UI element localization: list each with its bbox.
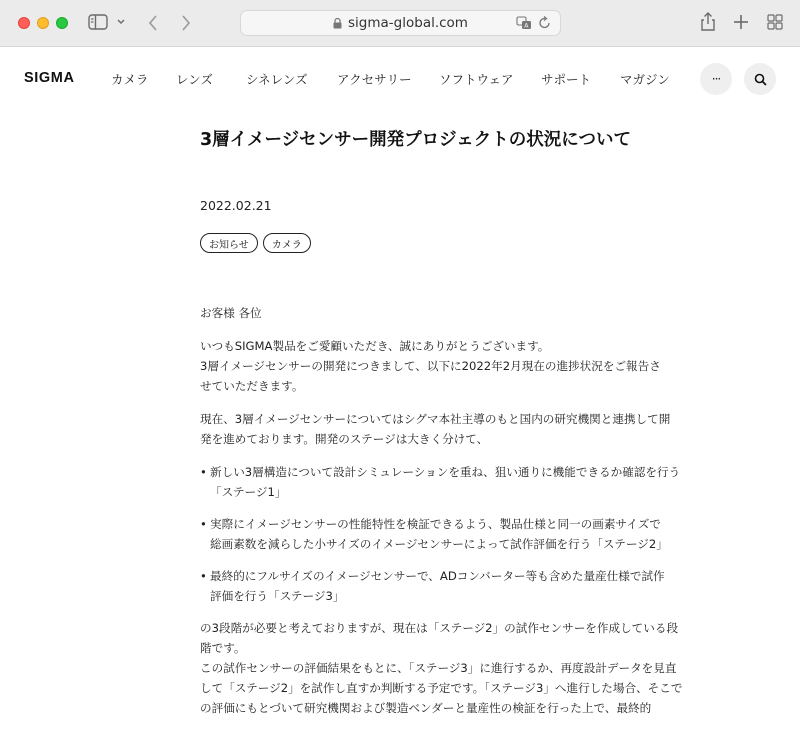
reload-icon[interactable]	[538, 15, 552, 35]
page-title: 3層イメージセンサー開発プロジェクトの状況について	[200, 130, 631, 150]
nav-item-cine-lens[interactable]: シネレンズ	[246, 72, 308, 87]
tag-news[interactable]: お知らせ	[200, 233, 258, 253]
back-icon[interactable]	[147, 14, 159, 32]
zoom-window-button[interactable]	[56, 17, 68, 29]
list-item: • 実際にイメージセンサーの性能特性を検証できるよう、製品仕様と同一の画素サイズで 総画素数を減らした小サイズのイメージセンサーによって試作評価を行う「ステージ2」	[200, 514, 605, 554]
list-item: • 新しい3層構造について設計シミュレーションを重ね、狙い通りに機能できるか確認を行う 「ステージ1」	[200, 462, 605, 502]
nav-item-lens[interactable]: レンズ	[176, 72, 213, 87]
search-button[interactable]	[744, 63, 776, 95]
article-body	[200, 303, 683, 731]
close-window-button[interactable]	[18, 17, 30, 29]
main-nav	[111, 70, 670, 88]
site-header	[0, 48, 800, 110]
more-menu-button[interactable]	[700, 63, 732, 95]
paragraph-2: 現在、3層イメージセンサーについてはシグマ本社主導のもと国内の研究機関と連携して開 発を進めております。開発のステージは大きく分けて、	[200, 412, 671, 446]
search-icon	[754, 73, 767, 86]
paragraph-3: の3段階が必要と考えておりますが、現在は「ステージ2」の試作センサーを作成している段 階です。 この試作センサーの評価結果をもとに、「ステージ3」に進行するか、再度設計データを見直 して「ステージ2」を試作し直すか判断する予定です。「ステージ3」へ進行した場合、そこで の評価にもとづいて研究機関および製造ベンダーと量産性の検証を行った上で、最終的	[200, 621, 683, 715]
lock-icon	[333, 18, 342, 29]
tab-overview-icon[interactable]	[767, 14, 783, 30]
sigma-logo[interactable]: SIGMA	[24, 70, 75, 86]
salutation: お客様 各位	[200, 306, 262, 320]
translate-icon[interactable]	[516, 15, 532, 35]
nav-item-support[interactable]: サポート	[541, 72, 592, 87]
forward-icon[interactable]	[180, 14, 192, 32]
nav-item-software[interactable]: ソフトウェア	[439, 72, 514, 87]
nav-item-accessory[interactable]: アクセサリー	[337, 72, 412, 87]
tag-list	[200, 233, 311, 253]
paragraph-1: いつもSIGMA製品をご愛顧いただき、誠にありがとうございます。 3層イメージセンサーの開発につきまして、以下に2022年2月現在の進捗状況をご報告さ せていただきます。	[200, 339, 661, 393]
ellipsis-icon: ···	[711, 72, 721, 86]
svg-text:A: A	[524, 22, 529, 30]
share-icon[interactable]	[700, 12, 716, 32]
stage-list	[200, 462, 681, 606]
article-date: 2022.02.21	[200, 198, 272, 213]
browser-toolbar	[0, 0, 800, 47]
nav-item-magazine[interactable]: マガジン	[620, 72, 670, 87]
minimize-window-button[interactable]	[37, 17, 49, 29]
chevron-down-icon[interactable]	[116, 18, 126, 26]
tag-camera[interactable]: カメラ	[263, 233, 311, 253]
list-item: • 最終的にフルサイズのイメージセンサーで、ADコンバーター等も含めた量産仕様で試作 評価を行う「ステージ3」	[200, 566, 605, 606]
nav-item-camera[interactable]: カメラ	[111, 72, 149, 87]
address-bar[interactable]	[240, 10, 561, 36]
sidebar-toggle-icon[interactable]	[88, 14, 108, 30]
new-tab-icon[interactable]	[733, 14, 749, 30]
url-text: sigma-global.com	[348, 15, 468, 31]
